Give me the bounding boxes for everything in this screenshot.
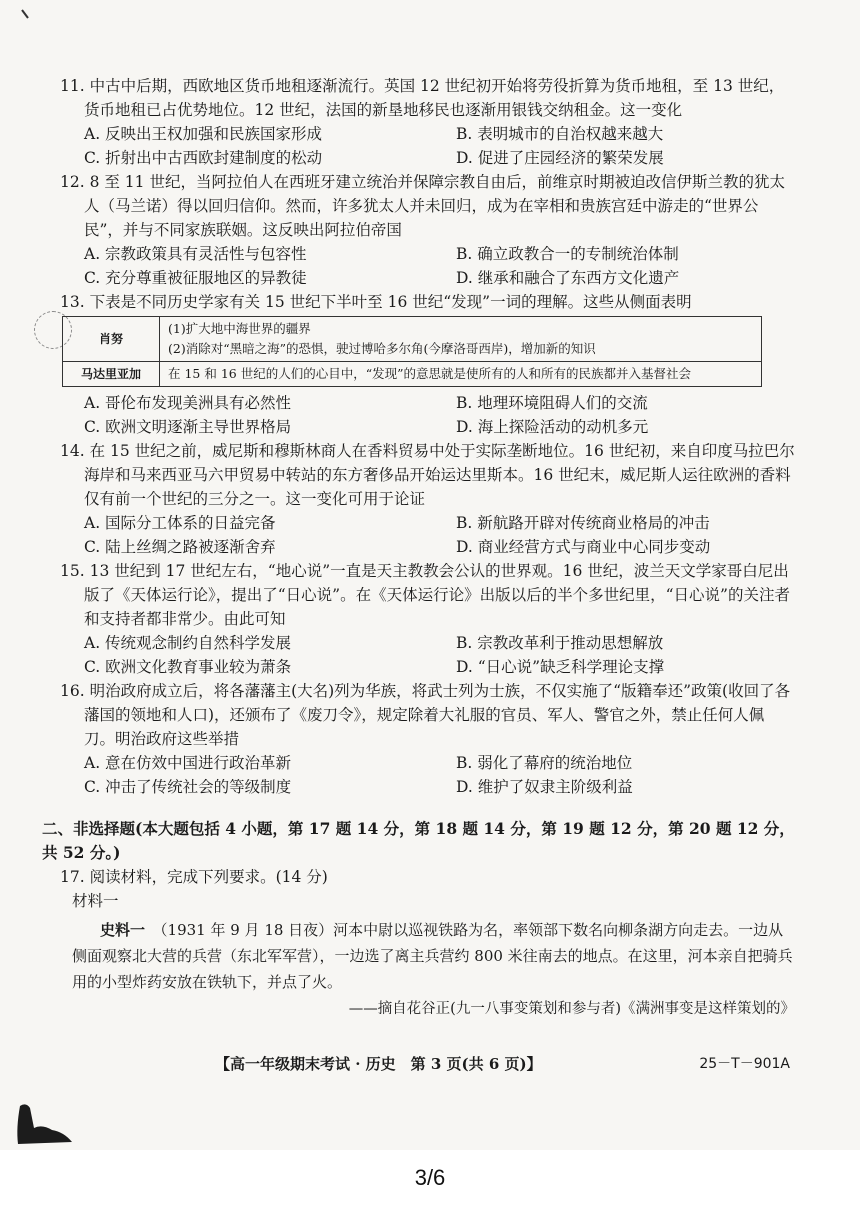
question-stem: 12. 8 至 11 世纪，当阿拉伯人在西班牙建立统治并保障宗教自由后，前维京时期被迫改信伊斯兰教的犹太人（马兰诺）得以回归信仰。然而，许多犹太人并未回归，成为在宰相和贵族宫廷中游走的“世界公民”，并与不同家族联姻。这反映出阿拉伯帝国 <box>60 173 785 239</box>
option-d: D. 促进了庄园经济的繁荣发展 <box>456 149 664 167</box>
question-12 <box>60 170 795 290</box>
options <box>84 751 795 799</box>
question-stem: 13. 下表是不同历史学家有关 15 世纪下半叶至 16 世纪“发现”一词的理解。这些从侧面表明 <box>60 293 692 311</box>
option-c: C. 欧洲文明逐渐主导世界格局 <box>84 418 292 436</box>
option-a: A. 传统观念制约自然科学发展 <box>84 634 292 652</box>
question-13 <box>60 290 795 439</box>
source-body: （1931 年 9 月 18 日夜）河本中尉以巡视铁路为名，率领部下数名向柳条湖方向走去。一边从侧面观察北大营的兵营（东北军军营），一边选了离主兵营约 800 米往南去的地点。在这里，河本亲自把骑兵用的小型炸药安放在铁轨下，并点了火。 <box>72 921 793 991</box>
section-heading: 二、非选择题(本大题包括 4 小题，第 17 题 14 分，第 18 题 14 分，第 19 题 12 分，第 20 题 12 分，共 52 分。) <box>42 819 795 862</box>
source-excerpt <box>72 917 795 995</box>
historians-table <box>62 316 762 387</box>
historian-name: 马达里亚加 <box>63 362 160 387</box>
question-15 <box>60 559 795 679</box>
option-b: B. 宗教改革利于推动思想解放 <box>456 634 664 652</box>
option-d: D. 维护了奴隶主阶级利益 <box>456 778 633 796</box>
option-b: B. 新航路开辟对传统商业格局的冲击 <box>456 514 710 532</box>
historian-name: 肖努 <box>63 317 160 362</box>
footer-title: 【高一年级期末考试 · 历史 第 3 页(共 6 页)】 <box>215 1055 542 1073</box>
option-d: D. “日心说”缺乏科学理论支撑 <box>456 658 665 676</box>
option-c: C. 冲击了传统社会的等级制度 <box>84 778 292 796</box>
option-b: B. 确立政教合一的专制统治体制 <box>456 245 679 263</box>
corner-mark <box>20 8 32 22</box>
options <box>84 631 795 679</box>
option-c: C. 充分尊重被征服地区的异教徒 <box>84 269 307 287</box>
ink-blot <box>12 1098 82 1148</box>
page-number: 3/6 <box>414 1165 446 1190</box>
option-a: A. 意在仿效中国进行政治革新 <box>84 754 292 772</box>
option-c: C. 欧洲文化教育事业较为萧条 <box>84 658 292 676</box>
view-line: (1)扩大地中海世界的疆界 <box>168 321 311 336</box>
question-stem: 15. 13 世纪到 17 世纪左右，“地心说”一直是天主教教会公认的世界观。16 世纪，波兰天文学家哥白尼出版了《天体运行论》，提出了“日心说”。在《天体运行论》出版以后的半个多世纪里，“日心说”的关注者和支持者都非常少。由此可知 <box>60 562 790 628</box>
page-footer <box>215 1053 815 1074</box>
options <box>84 242 795 290</box>
option-c: C. 陆上丝绸之路被逐渐舍弃 <box>84 538 276 556</box>
option-a: A. 反映出王权加强和民族国家形成 <box>84 125 323 143</box>
question-16 <box>60 679 795 799</box>
question-11 <box>60 74 795 170</box>
option-b: B. 表明城市的自治权越来越大 <box>456 125 664 143</box>
option-a: A. 国际分工体系的日益完备 <box>84 514 276 532</box>
historian-view <box>160 317 762 362</box>
question-stem: 17. 阅读材料，完成下列要求。(14 分) <box>60 868 328 886</box>
options <box>84 511 795 559</box>
option-d: D. 商业经营方式与商业中心同步变动 <box>456 538 711 556</box>
view-line: 在 15 和 16 世纪的人们的心目中，“发现”的意思就是使所有的人和所有的民族都并入基督社会 <box>168 366 691 381</box>
table-row <box>63 362 762 387</box>
question-stem: 16. 明治政府成立后，将各藩藩主(大名)列为华族，将武士列为士族，不仅实施了“版籍奉还”政策(收回了各藩国的领地和人口)，还颁布了《废刀令》，规定除着大礼服的官员、军人、警官之外，禁止任何人佩刀。明治政府这些举措 <box>60 682 791 748</box>
option-d: D. 继承和融合了东西方文化遗产 <box>456 269 680 287</box>
option-b: B. 地理环境阻碍人们的交流 <box>456 394 648 412</box>
table-row <box>63 317 762 362</box>
question-14 <box>60 439 795 559</box>
option-d: D. 海上探险活动的动机多元 <box>456 418 649 436</box>
exam-content <box>42 74 795 1021</box>
historian-view <box>160 362 762 387</box>
source-citation: ——摘自花谷正(九一八事变策划和参与者)《满洲事变是这样策划的》 <box>348 1001 795 1017</box>
material-label: 材料一 <box>72 892 119 910</box>
option-b: B. 弱化了幕府的统治地位 <box>456 754 633 772</box>
options <box>84 391 795 439</box>
option-a: A. 哥伦布发现美洲具有必然性 <box>84 394 292 412</box>
question-17 <box>60 865 795 1021</box>
option-a: A. 宗教政策具有灵活性与包容性 <box>84 245 307 263</box>
exam-code: 25－T－901A <box>699 1056 790 1072</box>
options <box>84 122 795 170</box>
option-c: C. 折射出中古西欧封建制度的松动 <box>84 149 323 167</box>
question-stem: 11. 中古中后期，西欧地区货币地租逐渐流行。英国 12 世纪初开始将劳役折算为货币地租，至 13 世纪，货币地租已占优势地位。12 世纪，法国的新垦地移民也逐渐用银钱交纳租金。这一变化 <box>60 77 785 119</box>
source-title: 史料一 <box>100 921 146 939</box>
view-line: (2)消除对“黑暗之海”的恐惧，驶过博哈多尔角(今摩洛哥西岸)，增加新的知识 <box>168 341 596 356</box>
question-stem: 14. 在 15 世纪之前，威尼斯和穆斯林商人在香料贸易中处于实际垄断地位。16 世纪初，来自印度马拉巴尔海岸和马来西亚马六甲贸易中转站的东方奢侈品开始运达里斯本。16 世纪末，威尼斯人运往欧洲的香料仅有前一个世纪的三分之一。这一变化可用于论证 <box>60 442 795 508</box>
